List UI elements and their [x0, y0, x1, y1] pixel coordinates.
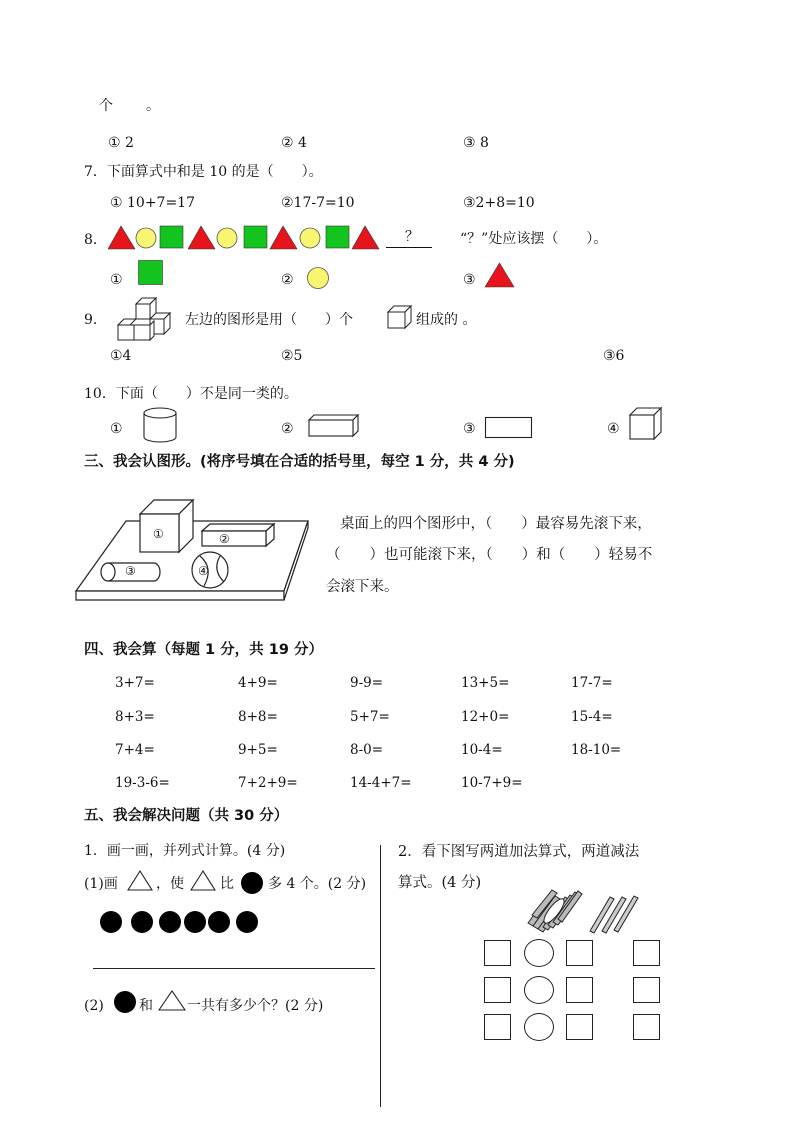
section-5-title: 五、我会解决问题（共 30 分） — [84, 808, 289, 824]
problem-1-part-2-b: 和 — [139, 998, 153, 1014]
calc-item: 10-4= — [461, 742, 503, 758]
calc-item: 10-7+9= — [461, 775, 523, 791]
q9-option-1: ①4 — [110, 348, 132, 364]
shape-3-label: ③ — [125, 564, 136, 578]
yellow-circle-icon — [136, 228, 156, 248]
q10-option-4-label: ④ — [607, 421, 620, 437]
problem-1-part-1-d: 多 4 个。(2 分) — [268, 876, 367, 892]
green-square-icon — [160, 226, 183, 248]
calc-item: 9+5= — [238, 742, 278, 758]
problem-1-part-2-c: 一共有多少个？(2 分) — [187, 998, 324, 1014]
yellow-circle-icon — [300, 228, 320, 248]
red-triangle-icon — [270, 226, 297, 249]
q8-option-2-label: ② — [281, 272, 294, 288]
red-triangle-icon — [108, 226, 135, 249]
cuboid-icon — [308, 414, 360, 438]
calc-item: 8+8= — [238, 709, 278, 725]
answer-box[interactable] — [633, 977, 660, 1003]
black-circle-icon — [241, 872, 263, 894]
answer-line — [93, 968, 375, 969]
q8-blank-line — [386, 247, 432, 248]
q10-question: 10．下面（ ）不是同一类的。 — [84, 386, 298, 402]
green-square-icon — [244, 226, 267, 248]
black-circle-icon — [236, 911, 258, 933]
rectangle-icon — [485, 417, 533, 439]
q6-option-1: ① 2 — [108, 135, 134, 151]
problem-1-title: 1．画一画，并列式计算。(4 分) — [84, 843, 286, 859]
q8-number: 8． — [84, 232, 107, 248]
cube-icon — [629, 407, 663, 441]
black-circle-icon — [114, 991, 136, 1013]
q8-option-3-label: ③ — [463, 272, 476, 288]
calc-item: 17-7= — [571, 675, 613, 691]
cylinder-icon — [142, 407, 180, 443]
section-3-text-line-3: 会滚下来。 — [326, 579, 399, 595]
problem-1-part-1-a: (1)画 — [84, 876, 118, 892]
problem-2-text-line-2: 算式。(4 分) — [398, 875, 482, 891]
calc-item: 18-10= — [571, 742, 622, 758]
stacked-cubes-icon — [116, 296, 178, 342]
column-divider — [380, 845, 381, 1107]
q9-question-b: 组成的 。 — [416, 312, 477, 328]
triangle-outline-icon — [158, 990, 186, 1012]
q9-question-a: 左边的图形是用（ ）个 — [185, 312, 353, 328]
q6-option-2: ② 4 — [281, 135, 307, 151]
answer-box[interactable] — [566, 940, 593, 966]
black-circle-icon — [131, 911, 153, 933]
calc-item: 14-4+7= — [350, 775, 412, 791]
calc-item: 19-3-6= — [115, 775, 170, 791]
answer-box[interactable] — [484, 1014, 511, 1040]
table-with-shapes-figure — [74, 496, 312, 604]
operator-circle[interactable] — [524, 976, 554, 1004]
q6-option-3: ③ 8 — [463, 135, 489, 151]
q7-option-1: ① 10+7=17 — [110, 195, 195, 211]
calc-item: 3+7= — [115, 675, 155, 691]
triangle-outline-icon — [127, 870, 153, 892]
shape-1-label: ① — [153, 527, 164, 541]
black-circle-icon — [159, 911, 181, 933]
triangle-outline-icon — [190, 870, 216, 892]
q10-option-2-label: ② — [281, 421, 294, 437]
problem-1-part-1-c: 比 — [220, 876, 234, 892]
q6-tail-period: 。 — [146, 98, 160, 114]
calc-item: 8+3= — [115, 709, 155, 725]
answer-box[interactable] — [484, 977, 511, 1003]
sticks-bundle-icon — [522, 885, 640, 937]
q7-option-3: ③2+8=10 — [463, 195, 535, 211]
green-square-icon — [138, 260, 164, 286]
section-3-title: 三、我会认图形。(将序号填在合适的括号里，每空 1 分，共 4 分) — [84, 454, 515, 470]
calc-item: 7+2+9= — [238, 775, 298, 791]
q10-option-1-label: ① — [110, 421, 123, 437]
calc-item: 9-9= — [350, 675, 384, 691]
yellow-circle-icon — [306, 266, 330, 290]
q9-number: 9． — [84, 312, 107, 328]
cube-icon — [387, 305, 413, 329]
calc-item: 13+5= — [461, 675, 510, 691]
shape-4-label: ④ — [198, 564, 209, 578]
q9-option-3: ③6 — [603, 348, 625, 364]
calc-item: 12+0= — [461, 709, 510, 725]
answer-box[interactable] — [633, 940, 660, 966]
shape-pattern-sequence — [108, 224, 383, 252]
calc-item: 7+4= — [115, 742, 155, 758]
q8-option-1-label: ① — [110, 272, 123, 288]
q8-prompt: “？”处应该摆（ ）。 — [460, 231, 608, 247]
calc-item: 5+7= — [350, 709, 390, 725]
answer-box[interactable] — [566, 977, 593, 1003]
q8-question-mark: ？ — [405, 229, 419, 245]
q7-option-2: ②17-7=10 — [281, 195, 355, 211]
shape-2-label: ② — [219, 532, 230, 546]
answer-box[interactable] — [566, 1014, 593, 1040]
black-circle-icon — [100, 911, 122, 933]
answer-box[interactable] — [633, 1014, 660, 1040]
calc-item: 15-4= — [571, 709, 613, 725]
section-3-text-line-2: （ ）也可能滚下来，（ ）和（ ）轻易不 — [326, 547, 653, 563]
section-4-title: 四、我会算（每题 1 分，共 19 分） — [84, 642, 323, 658]
calc-item: 8-0= — [350, 742, 384, 758]
q10-option-3-label: ③ — [463, 421, 476, 437]
operator-circle[interactable] — [524, 939, 554, 967]
black-circle-icon — [208, 911, 230, 933]
q9-option-2: ②5 — [281, 348, 303, 364]
red-triangle-icon — [484, 262, 516, 288]
yellow-circle-icon — [217, 228, 237, 248]
answer-box[interactable] — [484, 940, 511, 966]
problem-1-part-2-a: (2) — [84, 998, 104, 1014]
problem-1-part-1-b: ，使 — [156, 876, 184, 892]
problem-2-text-line-1: 2．看下图写两道加法算式，两道减法 — [398, 844, 640, 860]
calc-item: 4+9= — [238, 675, 278, 691]
q7-question: 7．下面算式中和是 10 的是（ ）。 — [84, 164, 323, 180]
black-circle-icon — [184, 911, 206, 933]
section-3-text-line-1: 桌面上的四个图形中，（ ）最容易先滚下来， — [340, 516, 652, 532]
q6-tail-text: 个 — [99, 98, 113, 114]
operator-circle[interactable] — [524, 1013, 554, 1041]
red-triangle-icon — [188, 226, 215, 249]
green-square-icon — [326, 226, 349, 248]
red-triangle-icon — [352, 226, 379, 249]
